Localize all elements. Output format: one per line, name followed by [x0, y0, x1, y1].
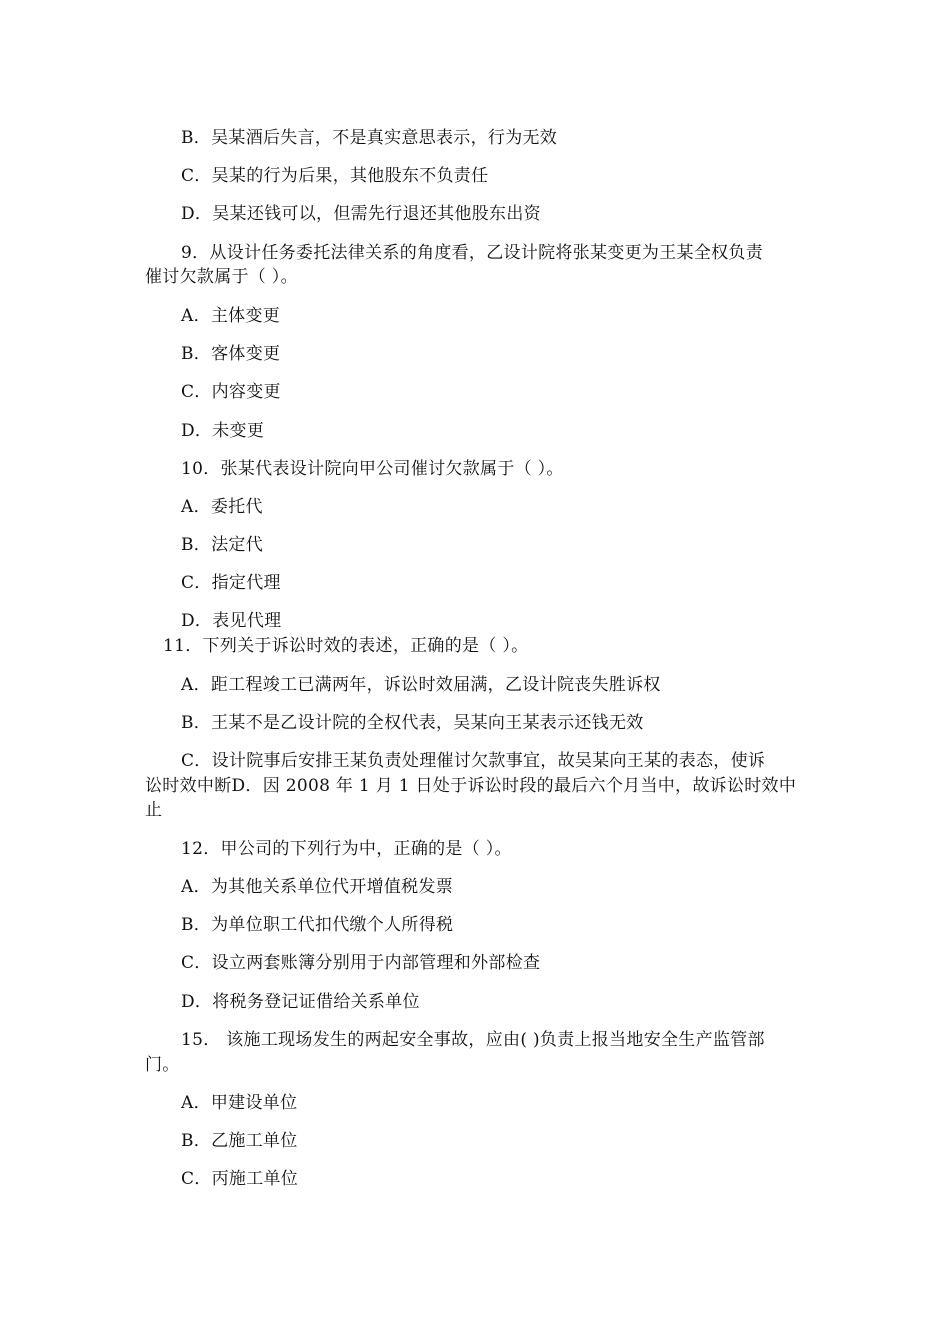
q15-stem-line1: 15． 该施工现场发生的两起安全事故，应由( )负责上报当地安全生产监管部 [181, 1030, 765, 1050]
q15-option-b: B．乙施工单位 [181, 1131, 298, 1151]
q10-stem: 10．张某代表设计院向甲公司催讨欠款属于（ ）。 [181, 459, 564, 479]
q9-option-a: A．主体变更 [181, 306, 281, 326]
q11-stem: 11．下列关于诉讼时效的表述，正确的是（ ）。 [163, 636, 529, 656]
q10-option-b: B．法定代 [181, 535, 263, 555]
q8-option-b: B．吴某酒后失言，不是真实意思表示，行为无效 [181, 128, 558, 148]
q15-option-c: C．丙施工单位 [181, 1169, 299, 1189]
q11-option-a: A．距工程竣工已满两年，诉讼时效届满，乙设计院丧失胜诉权 [181, 675, 661, 695]
q12-option-b: B．为单位职工代扣代缴个人所得税 [181, 915, 454, 935]
q12-stem: 12．甲公司的下列行为中，正确的是（ ）。 [181, 839, 512, 859]
q15-option-a: A．甲建设单位 [181, 1093, 298, 1113]
q10-option-a: A．委托代 [181, 497, 263, 517]
q8-option-c: C．吴某的行为后果，其他股东不负责任 [181, 166, 489, 186]
q12-option-d: D．将税务登记证借给关系单位 [181, 992, 420, 1012]
q9-option-c: C．内容变更 [181, 382, 281, 402]
q11-option-c-line2: 讼时效中断D．因 2008 年 1 月 1 日处于诉讼时段的最后六个月当中，故诉讼时效中 [145, 776, 797, 796]
q10-option-d: D．表见代理 [181, 611, 282, 631]
q11-option-b: B．王某不是乙设计院的全权代表，吴某向王某表示还钱无效 [181, 713, 644, 733]
q11-option-c-line1: C．设计院事后安排王某负责处理催讨欠款事宜，故吴某向王某的表态，使诉 [181, 751, 766, 771]
q12-option-a: A．为其他关系单位代开增值税发票 [181, 877, 454, 897]
q12-option-c: C．设立两套账簿分别用于内部管理和外部检查 [181, 953, 541, 973]
q10-option-c: C．指定代理 [181, 573, 281, 593]
q9-option-b: B．客体变更 [181, 344, 281, 364]
q9-stem-line1: 9．从设计任务委托法律关系的角度看，乙设计院将张某变更为王某全权负责 [181, 243, 764, 263]
q11-option-c-line3: 止 [145, 800, 163, 820]
q9-option-d: D．未变更 [181, 421, 265, 441]
q15-stem-line2: 门。 [145, 1055, 180, 1075]
q9-stem-line2: 催讨欠款属于（ ）。 [145, 267, 298, 287]
q8-option-d: D．吴某还钱可以，但需先行退还其他股东出资 [181, 204, 541, 224]
